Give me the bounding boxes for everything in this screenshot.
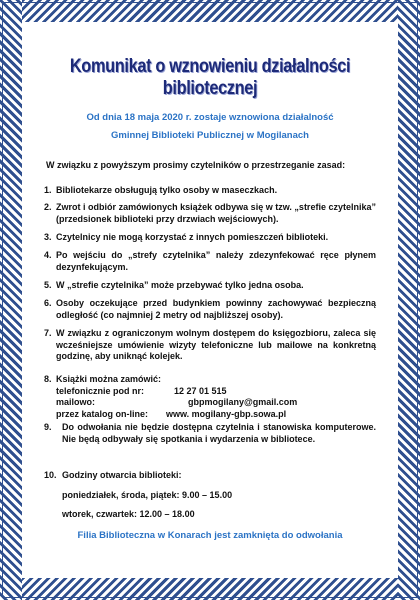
- rule-text: Czytelnicy nie mogą korzystać z innych pomieszczeń biblioteki.: [56, 232, 329, 242]
- rule-number: 6.: [44, 298, 52, 308]
- subtitle-line-2: Gminnej Biblioteki Publicznej w Mogilanach: [111, 130, 309, 141]
- rule-text: Do odwołania nie będzie dostępna czytelnia i stanowiska komputerowe. Nie będą odbywały się spotkania i wydarzenia w bibliotece.: [62, 422, 376, 444]
- subtitle-line-1: Od dnia 18 maja 2020 r. zostaje wznowiona działalność: [86, 112, 334, 123]
- order-catalog-label: przez katalog on-line:: [56, 408, 149, 419]
- order-phone-value: 12 27 01 515: [174, 385, 227, 396]
- order-catalog-value: www. mogilany-gbp.sowa.pl: [166, 408, 287, 419]
- order-heading: Książki można zamówić:: [56, 374, 162, 384]
- rule-number: 5.: [44, 280, 52, 290]
- rule-number: 10.: [44, 470, 57, 480]
- rule-text: Zwrot i odbiór zamówionych książek odbywa się w tzw. „strefie czytelnika” (przedsionek biblioteki przy drzwiach wejściowych).: [56, 202, 376, 224]
- hours-tue-thu: wtorek, czwartek: 12.00 – 18.00: [62, 509, 195, 519]
- order-phone-row: [56, 386, 376, 398]
- order-info: [56, 374, 376, 420]
- rule-number: 8.: [44, 374, 52, 384]
- order-email-label: mailowo:: [56, 397, 96, 407]
- hours-heading: Godziny otwarcia biblioteki:: [62, 470, 182, 480]
- rule-number: 3.: [44, 232, 52, 242]
- order-email-row: [56, 397, 376, 409]
- order-phone-label: telefonicznie pod nr:: [56, 385, 145, 396]
- rule-text: W związku z ograniczonym wolnym dostępem do księgozbioru, zaleca się wcześniejsze umówienie wizyty telefoniczne lub mailowe na konkretną godzinę, aby uniknąć kolejek.: [56, 328, 376, 361]
- rule-number: 4.: [44, 250, 52, 260]
- rule-text: Bibliotekarze obsługują tylko osoby w maseczkach.: [56, 185, 278, 195]
- footer-notice: Filia Biblioteczna w Konarach jest zamknięta do odwołania: [77, 530, 343, 541]
- notice-title: Komunikat o wznowieniu działalności bibliotecznej: [69, 56, 351, 99]
- order-email-value: gbpmogilany@gmail.com: [188, 397, 298, 407]
- order-catalog-row: [56, 409, 376, 421]
- hours-mon-wed-fri: poniedziałek, środa, piątek: 9.00 – 15.00: [62, 489, 233, 500]
- notice-content: [22, 22, 398, 578]
- rule-text: Po wejściu do „strefy czytelnika” należy zdezynfekować ręce płynem dezynfekującym.: [56, 250, 376, 272]
- rule-number: 7.: [44, 328, 52, 338]
- rule-number: 1.: [44, 185, 52, 195]
- intro-text: W związku z powyższym prosimy czytelników o przestrzeganie zasad:: [46, 160, 346, 170]
- rule-text: Osoby oczekujące przed budynkiem powinny zachowywać bezpieczną odległość (co najmniej 2 metry od najbliższej osoby).: [56, 298, 376, 320]
- rule-text: W „strefie czytelnika” może przebywać tylko jedna osoba.: [56, 280, 304, 290]
- opening-hours: [62, 470, 376, 521]
- rule-number: 2.: [44, 202, 52, 212]
- rule-number: 9.: [44, 422, 52, 432]
